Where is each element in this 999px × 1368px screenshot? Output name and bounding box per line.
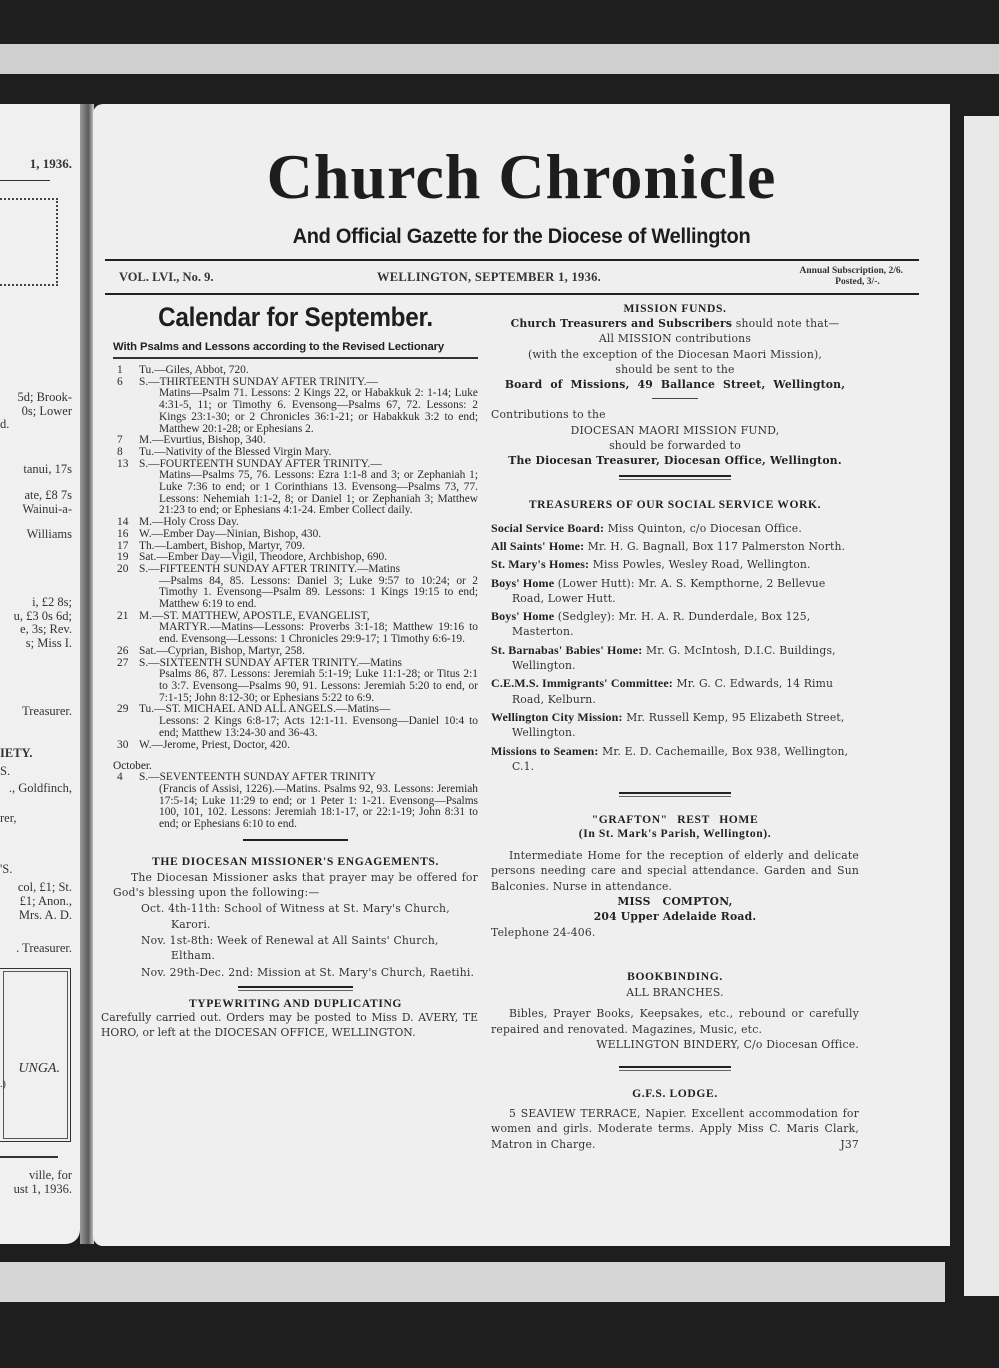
mission-funds-line: DIOCESAN MAORI MISSION FUND, bbox=[570, 423, 780, 437]
calendar-day: 26 bbox=[117, 644, 129, 657]
gfs-heading: G.F.S. LODGE. bbox=[632, 1087, 718, 1101]
left-text-line: tanui, 17s bbox=[23, 462, 72, 476]
left-text-line: 0s; Lower bbox=[21, 404, 72, 418]
calendar-entry-body: Matins—Psalm 71. Lessons: 2 Kings 22, or Habakkuk 2: 1-14; Luke 4:31-5, 11; or Timothy 6. Evensong—Psalms 67, 72. Lessons: 2 Kings 23:1-30; or 2 Chronicles 36:1-21; or Habakkuk 3:2 to end; Matthew 20:1-28; or Ephesians 2. bbox=[159, 387, 478, 435]
gfs-section bbox=[491, 1087, 859, 1152]
calendar-day: 16 bbox=[117, 527, 129, 540]
treasurer-org: C.E.M.S. Immigrants' Committee: bbox=[491, 676, 673, 691]
calendar-entry bbox=[113, 377, 478, 436]
book-gutter bbox=[80, 104, 94, 1244]
left-text-line: IETY. bbox=[0, 746, 33, 760]
calendar-day: 1 bbox=[117, 364, 123, 376]
mission-funds-line: should be forwarded to bbox=[609, 439, 741, 453]
calendar-entry-body: MARTYR.—Matins—Lessons: Proverbs 3:1-18; Matthew 19:16 to end. Evensong—Lessons: 1 Chronicles 29:9-17; 1 Timothy 6:6-19. bbox=[159, 621, 478, 646]
treasurer-item bbox=[491, 676, 859, 707]
section-divider bbox=[619, 1070, 731, 1071]
advert-title: UNGA. bbox=[18, 1061, 60, 1076]
scan-background-strip bbox=[0, 44, 999, 74]
grafton-contact: MISS COMPTON, bbox=[617, 895, 733, 909]
treasurer-detail: (Sedgley): Mr. H. A. R. Dunderdale, Box 125, Masterton. bbox=[512, 610, 811, 639]
calendar-entry-head: M.—Evurtius, Bishop, 340. bbox=[139, 434, 266, 447]
calendar-entry-head: Sat.—Cyprian, Bishop, Martyr, 258. bbox=[139, 644, 305, 657]
volume-number: VOL. LVI., No. 9. bbox=[119, 270, 214, 284]
left-text-line: ate, £8 7s bbox=[24, 488, 72, 502]
treasurer-org: St. Barnabas' Babies' Home: bbox=[491, 642, 643, 657]
left-text-line: rer, bbox=[0, 811, 17, 825]
missioner-item: Nov. 1st-8th: Week of Renewal at All Saints' Church, Eltham. bbox=[141, 933, 439, 963]
dateline-bar bbox=[119, 266, 903, 292]
subscription-info bbox=[800, 266, 903, 288]
calendar-entry bbox=[113, 772, 478, 831]
typewriting-section bbox=[101, 997, 478, 1040]
calendar-entry-body: Lessons: 2 Kings 6:8-17; Acts 12:1-11. Evensong—Daniel 10:4 to end; Matthew 13:24-30 and 36-43. bbox=[159, 715, 478, 739]
bookbinding-signature: WELLINGTON BINDERY, C/o Diocesan Office. bbox=[596, 1037, 859, 1051]
dotted-box bbox=[0, 198, 58, 286]
mission-funds-line: (with the exception of the Diocesan Maori Mission), bbox=[527, 347, 823, 361]
left-text-line: ., Goldfinch, bbox=[8, 781, 72, 795]
left-text-line: e, 3s; Rev. bbox=[20, 622, 72, 636]
typewriting-body: Carefully carried out. Orders may be posted to Miss D. AVERY, TE HORO, or left at the DIOCESAN OFFICE, WELLINGTON. bbox=[101, 1010, 478, 1039]
treasurer-org: Boys' Home bbox=[491, 609, 555, 624]
left-text-line: ust 1, 1936. bbox=[13, 1182, 72, 1196]
left-text-line: Williams bbox=[26, 527, 72, 541]
left-text-line: ville, for bbox=[28, 1168, 72, 1182]
mission-funds-text: should note that— bbox=[732, 317, 840, 330]
left-text-line: . Treasurer. bbox=[16, 941, 72, 955]
calendar-entry-body: (Francis of Assisi, 1226).—Matins. Psalms 92, 93. Lessons: Jeremiah 17:5-14; Luke 11:29 to end; or 1 Peter 1: 1-21. Evensong—Psalms 100, 101, 102. Lessons: Jeremiah 18:1-17, or 22:1-19; John 8:31 to end; or Ephesians 6:10 to end. bbox=[159, 782, 478, 831]
grafton-section bbox=[491, 813, 859, 940]
mission-funds-section bbox=[491, 302, 859, 469]
left-text-line: £1; Anon., bbox=[19, 894, 72, 908]
divider bbox=[0, 180, 50, 181]
subscription-annual: Annual Subscription, 2/6. bbox=[799, 266, 903, 276]
calendar-day: 17 bbox=[117, 539, 129, 552]
left-text-line: d. bbox=[0, 417, 10, 431]
left-text-line: Treasurer. bbox=[22, 704, 72, 718]
calendar-entry-head: W.—Ember Day—Ninian, Bishop, 430. bbox=[139, 527, 322, 540]
calendar-entry bbox=[113, 611, 478, 646]
treasurer-item bbox=[491, 521, 859, 536]
missioner-heading: THE DIOCESAN MISSIONER'S ENGAGEMENTS. bbox=[152, 854, 439, 868]
calendar-day: 8 bbox=[117, 445, 123, 458]
left-text-line: 'S. bbox=[0, 862, 13, 876]
gfs-body bbox=[491, 1106, 859, 1152]
mission-funds-address: Board of Missions, 49 Ballance Street, Wellington, bbox=[504, 378, 846, 392]
calendar-entry bbox=[113, 658, 478, 705]
typewriting-heading: TYPEWRITING AND DUPLICATING bbox=[188, 996, 403, 1010]
treasurer-detail: Mr. Russell Kemp, 95 Elizabeth Street, Wellington. bbox=[512, 710, 845, 740]
calendar-title: Calendar for September. bbox=[158, 302, 433, 332]
treasurer-detail: (Lower Hutt): Mr. A. S. Kempthorne, 2 Bellevue Road, Lower Hutt. bbox=[512, 576, 826, 605]
missioner-item: Oct. 4th-11th: School of Witness at St. Mary's Church, Karori. bbox=[141, 902, 450, 931]
calendar-entry-head: S.—FIFTEENTH SUNDAY AFTER TRINITY.—Matins bbox=[139, 562, 401, 575]
left-column bbox=[101, 294, 478, 1040]
bookbinding-section bbox=[491, 970, 859, 1052]
calendar-month-label: October. bbox=[113, 760, 152, 773]
masthead-rule bbox=[105, 259, 919, 261]
mission-funds-line: All MISSION contributions bbox=[598, 332, 752, 346]
calendar-day: 30 bbox=[117, 738, 129, 751]
masthead-title: Church Chronicle bbox=[266, 141, 777, 212]
treasurer-org: Wellington City Mission: bbox=[491, 709, 623, 724]
newspaper-page bbox=[93, 104, 950, 1246]
calendar-entry-body: —Psalms 84, 85. Lessons: Daniel 3; Luke 9:57 to 10:24; or 2 Timothy 1. Evensong—Psalm 89. Lessons: 1 Kings 19:15 to end; Matthew 6:19 to end. bbox=[159, 574, 478, 611]
section-divider bbox=[238, 990, 353, 991]
calendar-entry-head: W.—Jerome, Priest, Doctor, 420. bbox=[139, 738, 290, 751]
treasurer-org: All Saints' Home: bbox=[491, 538, 585, 553]
left-page-date: 1, 1936. bbox=[29, 156, 72, 171]
calendar-day: 21 bbox=[117, 609, 129, 622]
treasurer-item bbox=[491, 643, 859, 674]
section-divider bbox=[243, 839, 348, 841]
grafton-telephone: Telephone 24-406. bbox=[491, 925, 596, 939]
left-text-line: col, £1; St. bbox=[17, 880, 72, 894]
adjacent-page-left bbox=[0, 104, 80, 1244]
calendar-entry-head: Th.—Lambert, Bishop, Martyr, 709. bbox=[139, 539, 305, 552]
grafton-body: Intermediate Home for the reception of elderly and delicate persons needing care and special attendance. Garden and Sun Balconies. Nurse in attendance. bbox=[491, 849, 859, 893]
calendar-entry bbox=[113, 564, 478, 611]
treasurer-item bbox=[491, 557, 859, 572]
calendar-entry bbox=[113, 740, 478, 752]
calendar-entry-head: M.—Holy Cross Day. bbox=[139, 516, 239, 529]
treasurer-detail: Mr. E. D. Cachemaille, Box 938, Wellington, C.1. bbox=[512, 744, 849, 773]
left-text-line: 5d; Brook- bbox=[17, 390, 72, 404]
mission-funds-heading: MISSION FUNDS. bbox=[623, 302, 727, 315]
calendar-entry-head: Tu.—ST. MICHAEL AND ALL ANGELS.—Matins— bbox=[139, 703, 391, 716]
treasurer-detail: Mr. H. G. Bagnall, Box 117 Palmerston North. bbox=[584, 539, 846, 553]
subscription-posted: Posted, 3/-. bbox=[835, 277, 880, 287]
left-text-line: s; Miss I. bbox=[25, 636, 72, 650]
calendar-day: 7 bbox=[117, 434, 123, 447]
section-divider bbox=[619, 479, 731, 480]
calendar-entry-head: S.—SIXTEENTH SUNDAY AFTER TRINITY.—Matins bbox=[139, 656, 402, 669]
treasurer-detail: Mr. G. McIntosh, D.I.C. Buildings, Wellington. bbox=[512, 643, 836, 673]
mission-funds-address: The Diocesan Treasurer, Diocesan Office, Wellington. bbox=[508, 454, 842, 468]
calendar-entry-head: Tu.—Nativity of the Blessed Virgin Mary. bbox=[139, 445, 332, 458]
left-text-line: i, £2 8s; bbox=[32, 595, 72, 609]
section-divider bbox=[619, 475, 731, 477]
section-divider bbox=[619, 1066, 731, 1068]
adjacent-page-right bbox=[964, 116, 999, 1296]
calendar-day: 6 bbox=[117, 375, 123, 388]
left-text-line: Mrs. A. D. bbox=[18, 908, 72, 922]
calendar-subtitle: With Psalms and Lessons according to the Revised Lectionary bbox=[113, 341, 478, 359]
mission-funds-line: should be sent to the bbox=[615, 362, 735, 376]
missioner-item: Nov. 29th-Dec. 2nd: Mission at St. Mary's Church, Raetihi. bbox=[141, 965, 475, 979]
mission-funds-bold: Church Treasurers and Subscribers bbox=[510, 317, 733, 330]
calendar-entry bbox=[113, 459, 478, 518]
calendar-entry-head: Tu.—Giles, Abbot, 720. bbox=[139, 364, 249, 376]
treasurer-org: Boys' Home bbox=[491, 575, 555, 590]
treasurers-section bbox=[491, 498, 859, 774]
left-text-line: Wainui-a- bbox=[22, 502, 72, 516]
calendar-entry-head: S.—THIRTEENTH SUNDAY AFTER TRINITY.— bbox=[139, 375, 378, 388]
calendar-day: 20 bbox=[117, 562, 129, 575]
treasurers-heading: TREASURERS OF OUR SOCIAL SERVICE WORK. bbox=[528, 497, 822, 511]
calendar-october bbox=[113, 772, 478, 831]
bookbinding-heading: BOOKBINDING. bbox=[627, 969, 723, 983]
treasurer-item bbox=[491, 539, 859, 554]
grafton-subheading: (In St. Mark's Parish, Wellington). bbox=[578, 827, 772, 841]
section-divider bbox=[652, 398, 698, 399]
calendar-day: 29 bbox=[117, 703, 129, 716]
calendar-day: 13 bbox=[117, 457, 129, 470]
masthead-subtitle: And Official Gazette for the Diocese of Wellington bbox=[292, 224, 751, 248]
section-divider bbox=[619, 792, 731, 794]
treasurer-org: Social Service Board: bbox=[491, 520, 605, 535]
calendar-entry-head: M.—ST. MATTHEW, APOSTLE, EVANGELIST, bbox=[139, 609, 370, 622]
calendar-entry-body: Matins—Psalms 75, 76. Lessons: Ezra 1:1-8 and 3; or Zephaniah 1; Luke 7:36 to end; or 1 Corinthians 13. Evensong—Psalms 73, 77. Lessons: Nehemiah 1:1-2, 8; or Daniel 1; or Zephaniah 3; Matthew 21:23 to end; or Ephesians 4:1-24. Ember Collect daily. bbox=[159, 469, 478, 517]
mission-funds-line bbox=[491, 316, 859, 331]
calendar-entry-body: Psalms 86, 87. Lessons: Jeremiah 5:1-19; Luke 11:1-28; or Titus 2:1 to 3:7. Evensong—Psalms 90, 91. Lessons: Jeremiah 5:20 to end, or 7:1-15; John 8:12-30; or Ephesians 5:22 to 6:9. bbox=[159, 668, 478, 704]
treasurer-item bbox=[491, 609, 859, 640]
treasurer-detail: Miss Quinton, c/o Diocesan Office. bbox=[604, 521, 802, 535]
bookbinding-body: Bibles, Prayer Books, Keepsakes, etc., rebound or carefully repaired and renovated. Magazines, Music, etc. bbox=[491, 1007, 859, 1036]
treasurer-org: St. Mary's Homes: bbox=[491, 557, 590, 572]
grafton-address: 204 Upper Adelaide Road. bbox=[593, 910, 757, 924]
treasurer-detail: Mr. G. C. Edwards, 14 Rimu Road, Kelburn. bbox=[512, 677, 834, 706]
scan-background-strip bbox=[0, 1262, 945, 1302]
calendar-entry-head: S.—SEVENTEENTH SUNDAY AFTER TRINITY bbox=[139, 771, 376, 784]
gfs-body-text: 5 SEAVIEW TERRACE, Napier. Excellent accommodation for women and girls. Moderate terms. Apply Miss C. Maris Clark, Matron in Charge. bbox=[491, 1107, 859, 1151]
calendar-day: 27 bbox=[117, 656, 129, 669]
mission-funds-line: Contributions to the bbox=[491, 408, 606, 422]
treasurer-item bbox=[491, 576, 859, 607]
treasurer-org: Missions to Seamen: bbox=[491, 743, 599, 758]
advert-box bbox=[0, 968, 71, 1142]
grafton-heading: "GRAFTON" REST HOME bbox=[591, 813, 759, 827]
missioner-intro: The Diocesan Missioner asks that prayer may be offered for God's blessing upon the following:— bbox=[113, 870, 478, 900]
calendar-day: 14 bbox=[117, 516, 129, 529]
right-column bbox=[491, 302, 859, 1152]
treasurer-item bbox=[491, 744, 859, 775]
left-text-line: S. bbox=[0, 764, 11, 778]
issue-date: WELLINGTON, SEPTEMBER 1, 1936. bbox=[377, 270, 602, 284]
calendar-day: 4 bbox=[117, 771, 123, 784]
calendar-list bbox=[113, 365, 478, 751]
gfs-code: J37 bbox=[840, 1137, 859, 1151]
section-divider bbox=[619, 796, 731, 797]
missioner-section bbox=[113, 855, 478, 980]
calendar-day: 19 bbox=[117, 551, 129, 564]
divider bbox=[0, 1156, 58, 1158]
calendar-entry-head: S.—FOURTEENTH SUNDAY AFTER TRINITY.— bbox=[139, 457, 382, 470]
section-divider bbox=[238, 986, 353, 988]
calendar-entry-head: Sat.—Ember Day—Vigil, Theodore, Archbishop, 690. bbox=[139, 551, 388, 564]
calendar-entry bbox=[113, 704, 478, 739]
treasurer-detail: Miss Powles, Wesley Road, Wellington. bbox=[589, 558, 811, 572]
left-text-line: u, £3 0s 6d; bbox=[13, 609, 72, 623]
bookbinding-subheading: ALL BRANCHES. bbox=[626, 985, 724, 999]
advert-subtitle: .) bbox=[0, 1079, 6, 1090]
treasurer-item bbox=[491, 710, 859, 741]
